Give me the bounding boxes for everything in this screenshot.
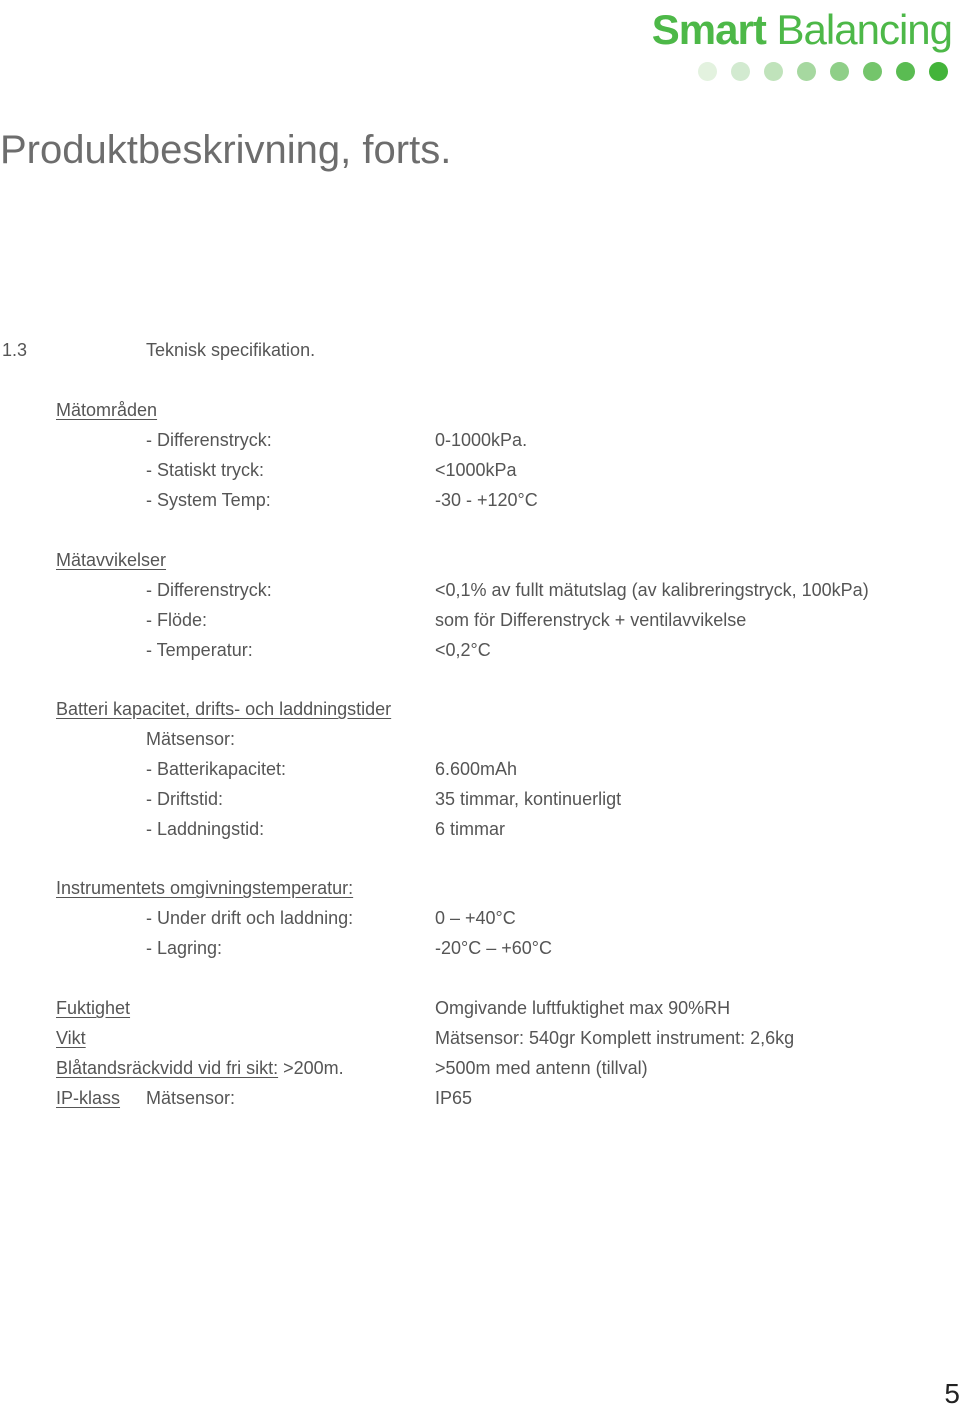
spec-value: 35 timmar, kontinuerligt	[435, 789, 622, 809]
section-title: Teknisk specifikation.	[146, 340, 316, 360]
heading-batteri: Batteri kapacitet, drifts- och laddningstider	[56, 699, 392, 719]
logo-word-balancing: Balancing	[776, 6, 952, 53]
label-vikt: Vikt	[56, 1028, 86, 1048]
value-vikt: Mätsensor: 540gr Komplett instrument: 2,6kg	[435, 1028, 795, 1048]
logo-dot	[797, 62, 816, 81]
spec-value: 0 – +40°C	[435, 908, 516, 928]
spec-value: -30 - +120°C	[435, 490, 538, 510]
spec-value: 6 timmar	[435, 819, 506, 839]
logo-wordmark	[652, 6, 952, 54]
logo-dots	[698, 62, 948, 81]
logo-dot	[731, 62, 750, 81]
value-blatand: >200m.	[278, 1058, 344, 1078]
spec-value: 6.600mAh	[435, 759, 518, 779]
value-fuktighet: Omgivande luftfuktighet max 90%RH	[435, 998, 731, 1018]
spec-label: - System Temp:	[146, 490, 271, 510]
spec-label: - Flöde:	[146, 610, 208, 630]
spec-label: - Laddningstid:	[146, 819, 265, 839]
subheading-matsensor: Mätsensor:	[146, 729, 236, 749]
row-blatand	[56, 1057, 344, 1079]
heading-matavvikelser: Mätavvikelser	[56, 550, 167, 570]
spec-value: <0,2°C	[435, 640, 491, 660]
logo-dot	[830, 62, 849, 81]
logo-dot	[896, 62, 915, 81]
page-title: Produktbeskrivning, forts.	[0, 128, 452, 172]
spec-value: <1000kPa	[435, 460, 517, 480]
value-ip-klass: IP65	[435, 1088, 473, 1108]
spec-label: - Differenstryck:	[146, 430, 272, 450]
spec-label: - Differenstryck:	[146, 580, 272, 600]
label-ip-klass: IP-klass	[56, 1088, 121, 1108]
spec-label: - Lagring:	[146, 938, 223, 958]
subheading-ip-matsensor: Mätsensor:	[146, 1088, 236, 1108]
spec-value: -20°C – +60°C	[435, 938, 552, 958]
spec-label: - Under drift och laddning:	[146, 908, 354, 928]
logo-dot	[863, 62, 882, 81]
smart-balancing-logo	[651, 6, 952, 86]
spec-label: - Statiskt tryck:	[146, 460, 265, 480]
label-blatand: Blåtandsräckvidd vid fri sikt:	[56, 1058, 279, 1078]
spec-value: <0,1% av fullt mätutslag (av kalibreringstryck, 100kPa)	[435, 580, 869, 600]
label-fuktighet: Fuktighet	[56, 998, 131, 1018]
value-blatand-antenn: >500m med antenn (tillval)	[435, 1058, 648, 1078]
page-number: 5	[944, 1378, 960, 1409]
section-number: 1.3	[2, 340, 28, 360]
spec-value: som för Differenstryck + ventilavvikelse	[435, 610, 747, 630]
logo-word-smart: Smart	[651, 6, 766, 53]
spec-value: 0-1000kPa.	[435, 430, 528, 450]
logo-dot	[764, 62, 783, 81]
logo-dot	[698, 62, 717, 81]
spec-label: - Batterikapacitet:	[146, 759, 287, 779]
heading-omgivningstemperatur: Instrumentets omgivningstemperatur:	[56, 878, 354, 898]
heading-matomraden: Mätområden	[56, 400, 158, 420]
spec-label: - Temperatur:	[146, 640, 253, 660]
spec-label: - Driftstid:	[146, 789, 224, 809]
logo-dot	[929, 62, 948, 81]
